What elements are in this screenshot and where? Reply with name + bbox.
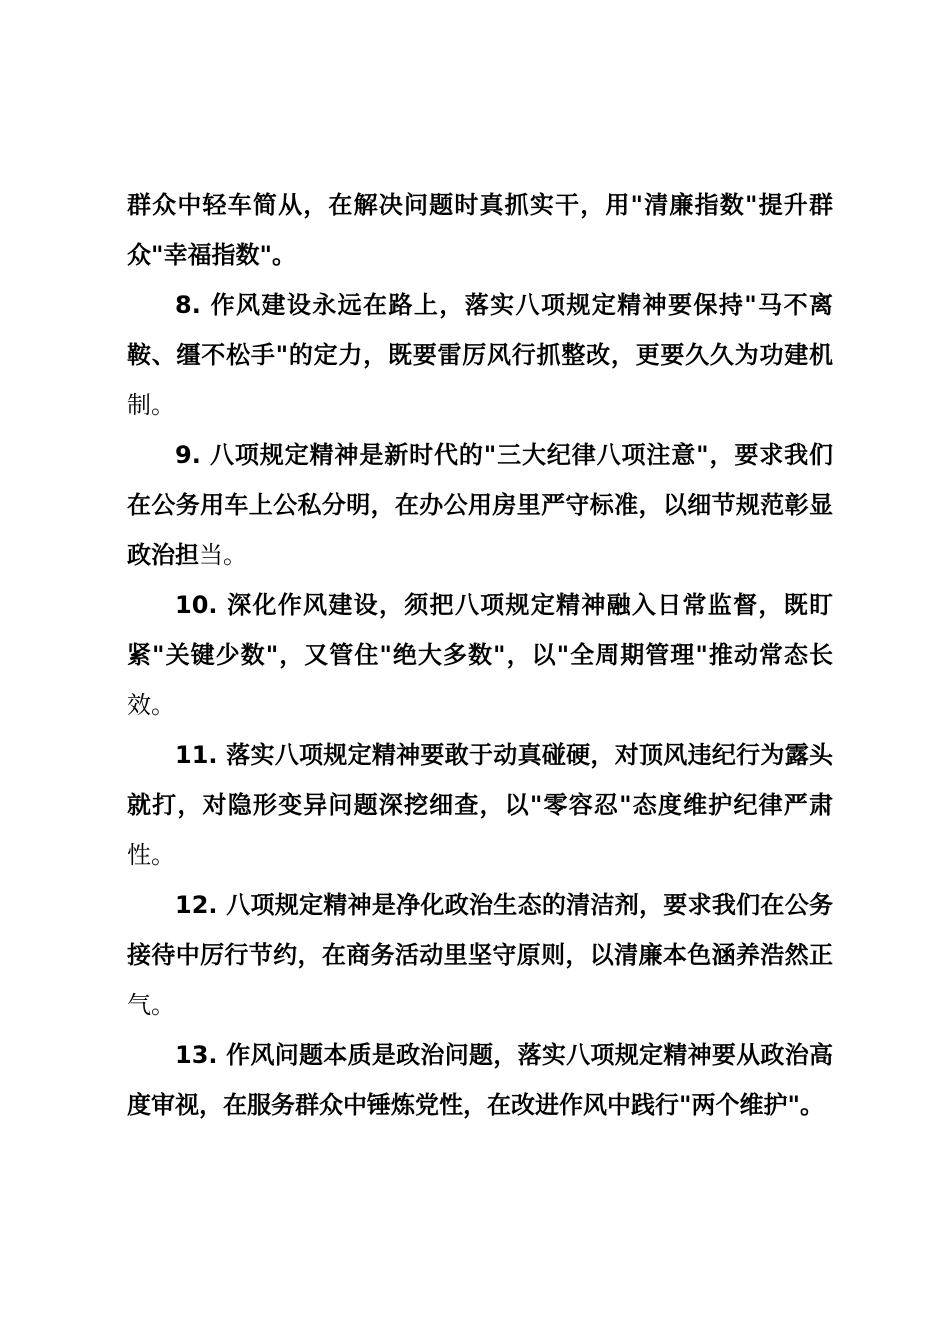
paragraph-bold-text: 13. 作风问题本质是政治问题，落实八项规定精神要从政治高度审视，在服务群众中锤炼党性，在改进作风中践行"两个维护"。: [127, 1041, 833, 1119]
paragraph-bold-text: 12. 八项规定精神是净化政治生态的清洁剂，要求我们在公务接待中厉行节约，在商务活动里坚守原则，以清廉本色涵养浩然正: [127, 891, 833, 969]
paragraph-tail-text: 效。: [127, 691, 175, 719]
paragraph-bold-text: 9. 八项规定精神是新时代的"三大纪律八项注意"，要求我们在公务用车上公私分明，在办公用房里严守标准，以细节规范彰显政治担: [127, 441, 833, 569]
paragraph-tail-text: 制。: [127, 391, 175, 419]
paragraph-tail-text: 性。: [127, 841, 175, 869]
paragraph-item-12: [127, 880, 833, 1030]
paragraph-bold-text: 8. 作风建设永远在路上，落实八项规定精神要保持"马不离鞍、缰不松手"的定力，既要雷厉风行抓整改，更要久久为功建机: [127, 291, 833, 369]
paragraph-bold-text: 10. 深化作风建设，须把八项规定精神融入日常监督，既盯紧"关键少数"，又管住"绝大多数"，以"全周期管理"推动常态长: [127, 591, 833, 669]
paragraph-bold-text: 群众中轻车简从，在解决问题时真抓实干，用"清廉指数"提升群众"幸福指数"。: [127, 191, 833, 269]
paragraph-continuation: [127, 180, 833, 280]
paragraph-item-9: [127, 430, 833, 580]
paragraph-tail-text: 当。: [199, 541, 247, 569]
paragraph-item-8: [127, 280, 833, 430]
document-body: [127, 180, 833, 1130]
paragraph-bold-text: 11. 落实八项规定精神要敢于动真碰硬，对顶风违纪行为露头就打，对隐形变异问题深挖细查，以"零容忍"态度维护纪律严肃: [127, 741, 833, 819]
paragraph-item-10: [127, 580, 833, 730]
paragraph-tail-text: 气。: [127, 991, 175, 1019]
paragraph-item-11: [127, 730, 833, 880]
paragraph-item-13: [127, 1030, 833, 1130]
